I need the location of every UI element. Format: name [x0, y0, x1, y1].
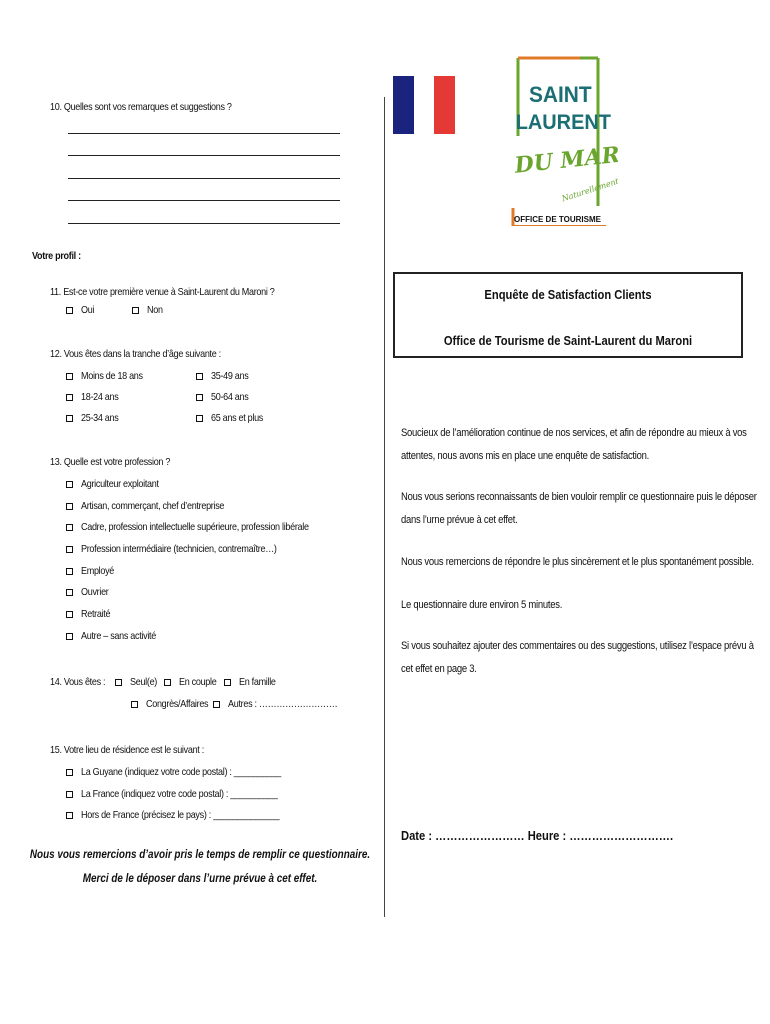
option-seul[interactable]: Seul(e) [115, 676, 161, 688]
intro-paragraph-line: attentes, nous avons mis en place une enquête de satisfaction. [401, 450, 650, 462]
checkbox[interactable] [66, 503, 73, 510]
intro-paragraph-line: cet effet en page 3. [401, 663, 477, 675]
option-profession[interactable]: Artisan, commerçant, chef d’entreprise [66, 500, 247, 512]
checkbox[interactable] [224, 679, 231, 686]
date-time-fields[interactable]: Date : …………………… Heure : ………………………. [401, 828, 674, 843]
option-age[interactable]: 65 ans et plus [196, 412, 271, 424]
option-en-couple[interactable]: En couple [164, 676, 223, 688]
checkbox[interactable] [66, 524, 73, 531]
svg-text:OFFICE DE TOURISME: OFFICE DE TOURISME [514, 215, 601, 224]
option-non[interactable]: Non [132, 304, 165, 316]
french-flag [393, 76, 455, 134]
option-oui[interactable]: Oui [66, 304, 96, 316]
checkbox[interactable] [66, 481, 73, 488]
option-profession[interactable]: Cadre, profession intellectuelle supérieure, profession libérale [66, 521, 346, 533]
svg-text:SAINT: SAINT [529, 82, 592, 108]
svg-text:Naturellement Dépaysant: Naturellement [560, 176, 618, 204]
checkbox[interactable] [66, 394, 73, 401]
checkbox[interactable] [66, 546, 73, 553]
question-14-label: 14. Vous êtes : [50, 676, 106, 688]
intro-paragraph-line: dans l’urne prévue à cet effet. [401, 514, 518, 526]
checkbox[interactable] [66, 633, 73, 640]
question-11-label: 11. Est-ce votre première venue à Saint-Laurent du Maroni ? [50, 286, 275, 298]
answer-line[interactable] [68, 178, 340, 179]
option-residence[interactable]: Hors de France (précisez le pays) : ______________ [66, 809, 312, 821]
closing-thanks: Nous vous remercions d’avoir pris le temps de remplir ce questionnaire. [29, 849, 371, 861]
checkbox[interactable] [66, 415, 73, 422]
checkbox[interactable] [66, 568, 73, 575]
option-autres[interactable]: Autres : ……………………… [213, 698, 355, 710]
intro-paragraph-line: Nous vous serions reconnaissants de bien vouloir remplir ce questionnaire puis le déposer [401, 491, 757, 503]
checkbox[interactable] [66, 307, 73, 314]
option-profession[interactable]: Employé [66, 565, 119, 577]
checkbox[interactable] [115, 679, 122, 686]
question-15-label: 15. Votre lieu de résidence est le suivant : [50, 744, 204, 756]
question-12-label: 12. Vous êtes dans la tranche d’âge suivante : [50, 348, 221, 360]
intro-paragraph-line: Le questionnaire dure environ 5 minutes. [401, 599, 563, 611]
checkbox[interactable] [66, 589, 73, 596]
option-profession[interactable]: Profession intermédiaire (technicien, contremaître…) [66, 543, 308, 555]
question-13-label: 13. Quelle est votre profession ? [50, 456, 171, 468]
closing-urn: Merci de le déposer dans l’urne prévue à cet effet. [82, 873, 318, 885]
logo-graphic [510, 56, 618, 226]
checkbox[interactable] [66, 812, 73, 819]
option-profession[interactable]: Ouvrier [66, 586, 113, 598]
profile-heading: Votre profil : [32, 250, 81, 262]
svg-text:LAURENT: LAURENT [515, 110, 611, 135]
option-age[interactable]: 35-49 ans [196, 370, 255, 382]
checkbox[interactable] [66, 611, 73, 618]
option-profession[interactable]: Agriculteur exploitant [66, 478, 171, 490]
flag-blue-band [393, 76, 414, 134]
option-residence[interactable]: La France (indiquez votre code postal) : __________ [66, 788, 309, 800]
checkbox[interactable] [164, 679, 171, 686]
intro-paragraph-line: Soucieux de l’amélioration continue de nos services, et afin de répondre au mieux à vos [401, 427, 747, 439]
option-age[interactable]: 25-34 ans [66, 412, 125, 424]
flag-red-band [434, 76, 455, 134]
checkbox[interactable] [131, 701, 138, 708]
checkbox[interactable] [66, 373, 73, 380]
checkbox[interactable] [196, 373, 203, 380]
survey-title-box [393, 272, 743, 358]
option-age[interactable]: 18-24 ans [66, 391, 125, 403]
column-divider [384, 97, 385, 917]
answer-line[interactable] [68, 133, 340, 134]
svg-text:DU MARONI: DU MARONI [513, 136, 618, 179]
flag-white-band [414, 76, 435, 134]
checkbox[interactable] [66, 769, 73, 776]
option-en-famille[interactable]: En famille [224, 676, 282, 688]
tourism-office-logo [510, 56, 618, 226]
intro-paragraph-line: Nous vous remercions de répondre le plus sincèrement et le plus spontanément possible. [401, 556, 754, 568]
answer-line[interactable] [68, 155, 340, 156]
answer-line[interactable] [68, 223, 340, 224]
checkbox[interactable] [196, 394, 203, 401]
checkbox[interactable] [213, 701, 220, 708]
survey-subtitle: Office de Tourisme de Saint-Laurent du Maroni [443, 333, 693, 348]
survey-title: Enquête de Satisfaction Clients [484, 287, 652, 302]
option-congres[interactable]: Congrès/Affaires [131, 698, 218, 710]
question-10-label: 10. Quelles sont vos remarques et suggestions ? [50, 101, 232, 113]
option-residence[interactable]: La Guyane (indiquez votre code postal) : __________ [66, 766, 314, 778]
answer-line[interactable] [68, 200, 340, 201]
option-age[interactable]: 50-64 ans [196, 391, 255, 403]
checkbox[interactable] [66, 791, 73, 798]
option-profession[interactable]: Retraité [66, 608, 115, 620]
option-profession[interactable]: Autre – sans activité [66, 630, 168, 642]
checkbox[interactable] [132, 307, 139, 314]
option-age[interactable]: Moins de 18 ans [66, 370, 153, 382]
intro-paragraph-line: Si vous souhaitez ajouter des commentaires ou des suggestions, utilisez l’espace prévu à [401, 640, 754, 652]
checkbox[interactable] [196, 415, 203, 422]
